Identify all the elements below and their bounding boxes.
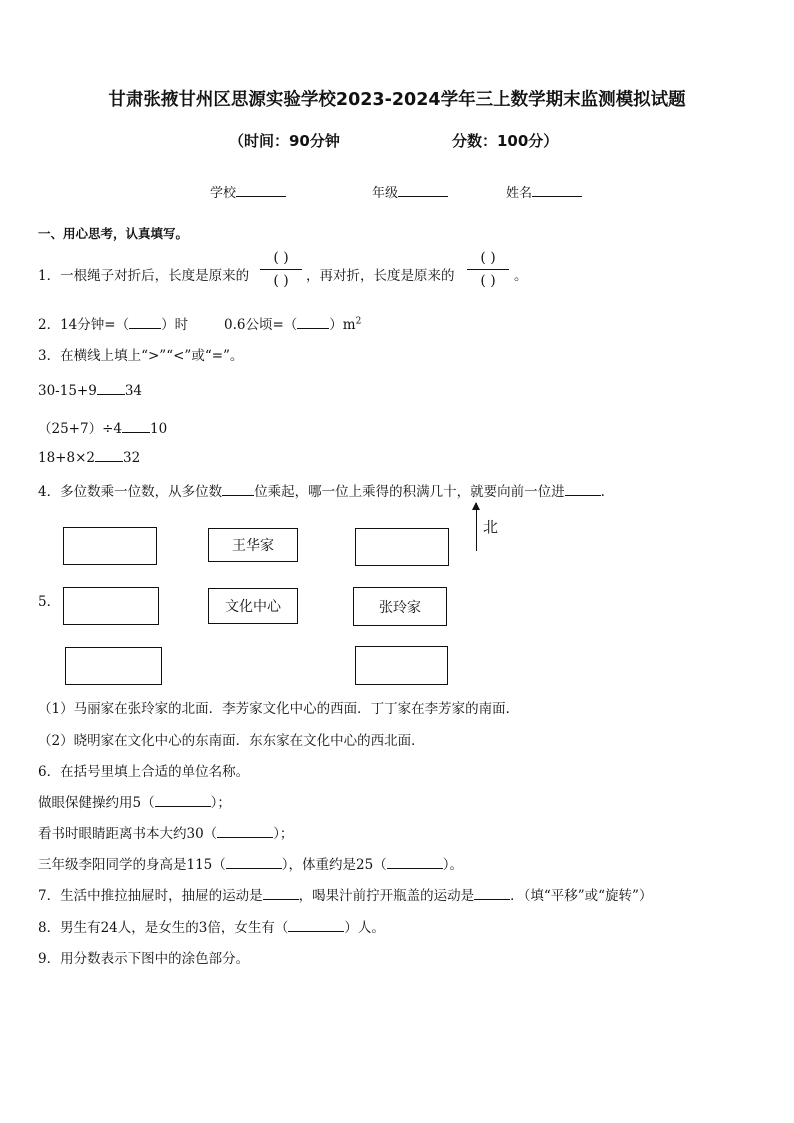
q7-line xyxy=(38,884,652,904)
name-field xyxy=(506,182,582,201)
grade-label: 年级 xyxy=(372,186,399,201)
fraction-bar xyxy=(467,269,509,270)
q6-blank-4[interactable] xyxy=(387,855,443,869)
q6-text: 6．在括号里填上合适的单位名称。 xyxy=(38,764,250,780)
q3-rhs-3: 32 xyxy=(122,450,141,466)
section-heading: 一、用心思考，认真填写。 xyxy=(38,226,189,241)
q8-line xyxy=(38,916,385,936)
name-label: 姓名 xyxy=(506,186,533,201)
q1-fraction-1[interactable] xyxy=(256,250,306,294)
q7-blank-1[interactable] xyxy=(263,886,299,900)
q6-blank-3[interactable] xyxy=(226,855,282,869)
q2-superscript: 2 xyxy=(355,316,362,327)
q8-text-1: 8．男生有24人，是女生的3倍，女生有（ xyxy=(38,920,289,936)
q3-rhs-2: 10 xyxy=(149,421,168,437)
q6-l3-text-c: ）。 xyxy=(442,857,463,873)
school-field xyxy=(210,182,286,201)
q3-line-2 xyxy=(38,417,167,437)
q8-blank[interactable] xyxy=(288,918,344,932)
q2-text-2: ）时 xyxy=(161,317,189,333)
q6-line-2 xyxy=(38,822,293,842)
q4-text-1: 4．多位数乘一位数，从多位数 xyxy=(38,484,223,500)
north-arrow-icon xyxy=(476,503,477,551)
school-blank[interactable] xyxy=(236,183,286,197)
fraction-bar xyxy=(260,269,302,270)
school-label: 学校 xyxy=(210,186,237,201)
q6-l1-text-b: ）； xyxy=(210,795,231,811)
q9-text: 9．用分数表示下图中的涂色部分。 xyxy=(38,951,250,967)
exam-time: （时间：90分钟 xyxy=(229,132,340,150)
q1-frac1-denominator: ( ) xyxy=(273,273,289,289)
q3-expr-1: 30-15+9 xyxy=(38,383,97,399)
q3-expr-2: （25+7）÷4 xyxy=(38,421,122,437)
q4-text-2: 位乘起，哪一位上乘得的积满几十，就要向前一位进 xyxy=(254,484,565,500)
q6-blank-2[interactable] xyxy=(217,824,273,838)
q6-l2-text-b: ）； xyxy=(273,826,294,842)
map-box-empty-bottom-left[interactable] xyxy=(65,647,162,685)
page-title: 甘肃张掖甘州区思源实验学校2023-2024学年三上数学期末监测模拟试题 xyxy=(108,90,686,110)
grade-field xyxy=(372,182,448,201)
map-box-empty-top-left[interactable] xyxy=(63,527,157,565)
q2-blank-2[interactable] xyxy=(297,315,329,329)
q7-text-1: 7．生活中推拉抽屉时，抽屉的运动是 xyxy=(38,888,263,904)
map-box-wenhua xyxy=(208,588,298,624)
q2-line-b xyxy=(224,313,361,333)
zhangling-label: 张玲家 xyxy=(379,599,421,616)
q6-l2-text-a: 看书时眼睛距离书本大约30（ xyxy=(38,826,218,842)
q8-text-2: ）人。 xyxy=(344,920,385,936)
q3-blank-3[interactable] xyxy=(95,448,123,462)
q2-line xyxy=(38,313,188,333)
wanghua-label: 王华家 xyxy=(232,538,274,554)
map-box-wanghua xyxy=(208,528,298,562)
q7-text-2: ，喝果汁前拧开瓶盖的运动是 xyxy=(298,888,475,904)
q3-blank-2[interactable] xyxy=(122,419,150,433)
grade-blank[interactable] xyxy=(398,183,448,197)
q2-text-3: 0.6公顷=（ xyxy=(224,317,298,333)
q6-l1-text-a: 做眼保健操约用5（ xyxy=(38,795,155,811)
q1-text-1: 1．一根绳子对折后，长度是原来的 xyxy=(38,268,250,284)
q4-blank-2[interactable] xyxy=(565,482,601,496)
map-box-empty-bottom-right[interactable] xyxy=(355,646,448,685)
q7-blank-2[interactable] xyxy=(474,886,510,900)
map-box-zhangling xyxy=(353,587,447,626)
q1-frac1-numerator: ( ) xyxy=(273,250,289,266)
q6-line-1 xyxy=(38,791,231,811)
wenhua-label: 文化中心 xyxy=(225,599,281,615)
q5-number: 5． xyxy=(38,594,61,610)
q3-expr-3: 18+8×2 xyxy=(38,450,95,466)
q1-frac2-denominator: ( ) xyxy=(480,273,496,289)
q1-text-2: ，再对折，长度是原来的 xyxy=(306,268,455,284)
map-box-empty-top-right[interactable] xyxy=(355,528,449,566)
q1-fraction-2[interactable] xyxy=(463,250,513,294)
q2-blank-1[interactable] xyxy=(129,315,161,329)
q6-line-3 xyxy=(38,853,463,873)
q4-end: . xyxy=(600,484,605,500)
exam-score: 分数：100分） xyxy=(452,132,559,150)
q3-rhs-1: 34 xyxy=(124,383,143,399)
q5-sub-1: （1）马丽家在张玲家的北面．李芳家文化中心的西面．丁丁家在李芳家的南面． xyxy=(38,701,520,717)
q7-text-3: ．（填“平移”或“旋转”） xyxy=(510,888,653,904)
q3-blank-1[interactable] xyxy=(97,381,125,395)
q5-sub-2: （2）晓明家在文化中心的东南面．东东家在文化中心的西北面． xyxy=(38,733,425,749)
q6-l3-text-b: ），体重约是25（ xyxy=(281,857,387,873)
q3-line-3 xyxy=(38,448,140,466)
q3-text: 3．在横线上填上“>”“<”或“=”。 xyxy=(38,348,244,364)
north-label: 北 xyxy=(483,518,499,536)
q3-line-1 xyxy=(38,381,142,399)
map-box-empty-mid-left[interactable] xyxy=(63,587,159,625)
q1-end: 。 xyxy=(514,268,528,284)
name-blank[interactable] xyxy=(532,183,582,197)
q4-blank-1[interactable] xyxy=(222,482,254,496)
q2-text-4: ）m xyxy=(329,317,356,333)
q6-blank-1[interactable] xyxy=(155,793,211,807)
q6-l3-text-a: 三年级李阳同学的身高是115（ xyxy=(38,857,226,873)
q4-line xyxy=(38,480,605,500)
q1-frac2-numerator: ( ) xyxy=(480,250,496,266)
q2-text-1: 2．14分钟=（ xyxy=(38,317,130,333)
